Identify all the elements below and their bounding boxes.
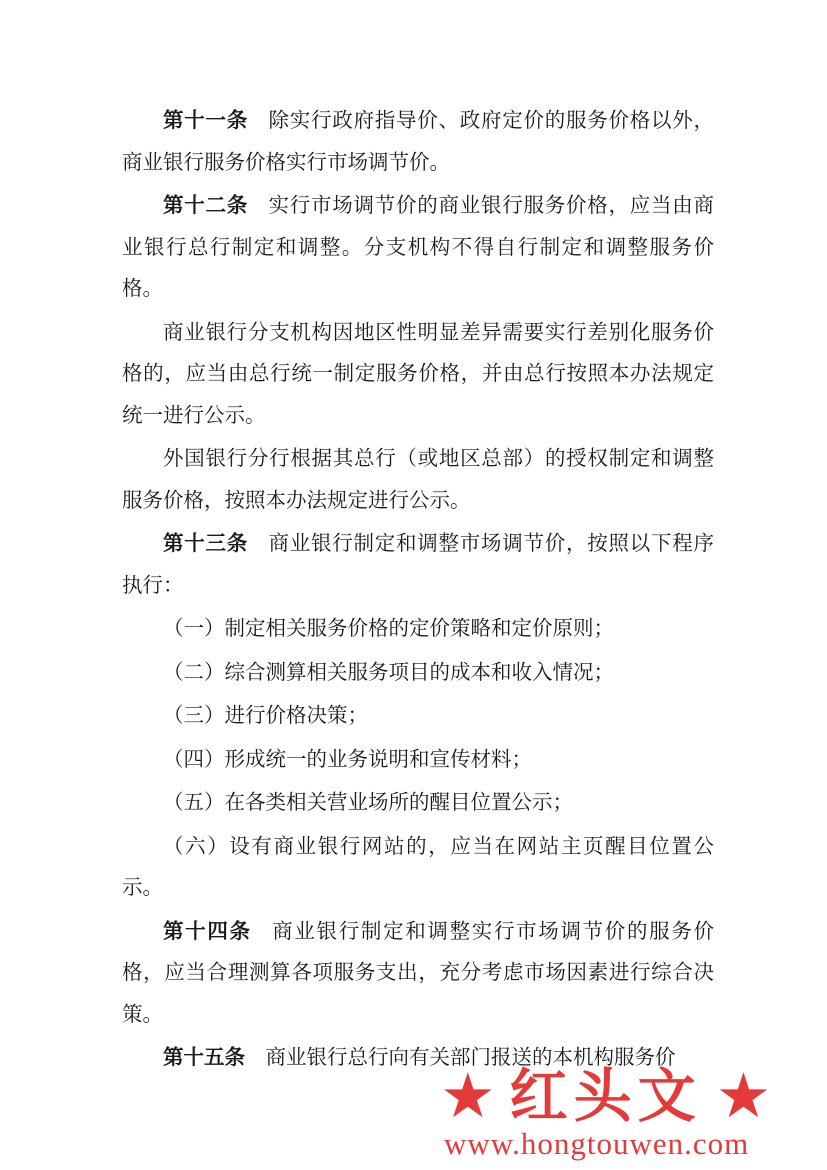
list-item — [122, 826, 714, 909]
list-item — [122, 652, 714, 694]
paragraph — [122, 312, 714, 437]
paragraph-text: （五）在各类相关营业场所的醒目位置公示； — [163, 790, 573, 814]
watermark-brand-line — [440, 1059, 772, 1132]
article-number: 第十二条 — [163, 193, 248, 217]
watermark-brand: 红头文 — [509, 1062, 702, 1130]
paragraph-article-11 — [122, 100, 714, 183]
list-item — [122, 739, 714, 781]
paragraph-text: 实行市场调节价的商业银行服务价格，应当由商业银行总行制定和调整。分支机构不得自行制定和调整服务价格。 — [122, 193, 714, 300]
document-body — [122, 100, 714, 1081]
paragraph — [122, 438, 714, 521]
paragraph-text: 商业银行总行向有关部门报送的本机构服务价 — [265, 1045, 676, 1069]
paragraph-text: （二）综合测算相关服务项目的成本和收入情况； — [163, 659, 614, 684]
paragraph-text: 商业银行分支机构因地区性明显差异需要实行差别化服务价格的，应当由总行统一制定服务价格，并由总行按照本办法规定统一进行公示。 — [122, 319, 714, 427]
list-item — [122, 608, 714, 650]
paragraph-article-14 — [122, 911, 714, 1036]
paragraph-text: 外国银行分行根据其总行（或地区总部）的授权制定和调整服务价格，按照本办法规定进行公示。 — [122, 446, 714, 512]
paragraph-text: （一）制定相关服务价格的定价策略和定价原则； — [163, 616, 614, 640]
paragraph-text: （六）设有商业银行网站的，应当在网站主页醒目位置公示。 — [122, 833, 714, 899]
paragraph-text: 除实行政府指导价、政府定价的服务价格以外，商业银行服务价格实行市场调节价。 — [122, 108, 714, 174]
paragraph-article-13 — [122, 523, 714, 606]
paragraph-text: （三）进行价格决策； — [163, 703, 368, 727]
list-item — [122, 782, 714, 824]
watermark — [0, 1058, 827, 1170]
article-number: 第十四条 — [163, 918, 252, 943]
paragraph-article-12 — [122, 185, 714, 310]
star-icon: ★ — [715, 1059, 772, 1132]
watermark-url: www.hongtouwen.com — [444, 1126, 750, 1161]
paragraph-text: 商业银行制定和调整实行市场调节价的服务价格，应当合理测算各项服务支出，充分考虑市场因素进行综合决策。 — [122, 918, 715, 1026]
paragraph-text: 商业银行制定和调整市场调节价，按照以下程序执行： — [122, 531, 714, 597]
article-number: 第十三条 — [163, 531, 248, 555]
article-number: 第十五条 — [163, 1045, 245, 1069]
star-icon: ★ — [440, 1059, 496, 1132]
paragraph-text: （四）形成统一的业务说明和宣传材料； — [163, 746, 532, 771]
article-number: 第十一条 — [163, 108, 248, 132]
list-item — [122, 695, 714, 737]
